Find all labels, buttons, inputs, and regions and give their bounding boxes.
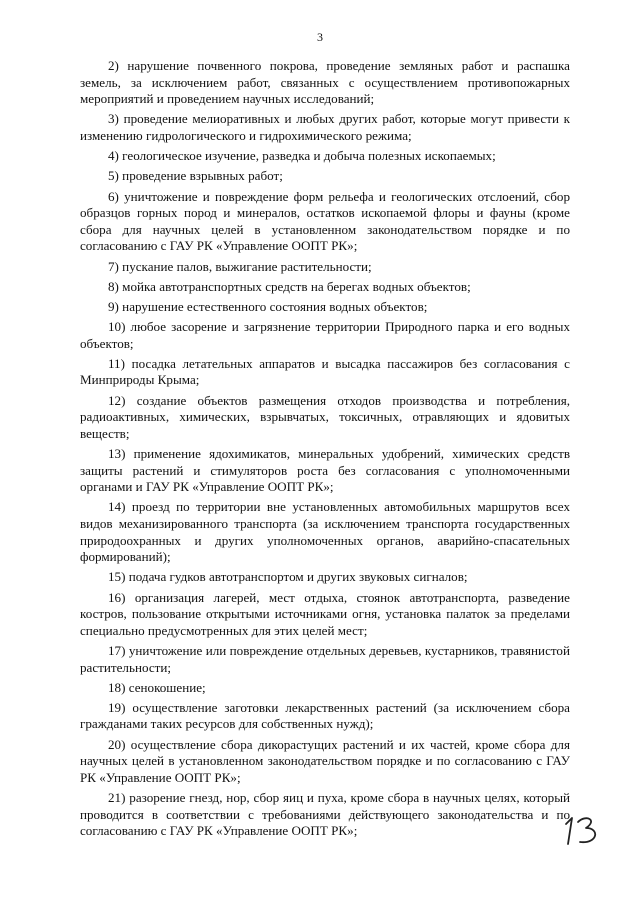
list-item: 3) проведение мелиоративных и любых других работ, которые могут привести к изменению гидрологического и гидрохимического режима;	[80, 111, 570, 143]
list-item: 11) посадка летательных аппаратов и высадка пассажиров без согласования с Минприроды Крыма;	[80, 355, 570, 388]
list-item: 8) мойка автотранспортных средств на берегах водных объектов;	[108, 278, 471, 294]
page-number: 3	[317, 30, 323, 44]
list-item: 20) осуществление сбора дикорастущих растений и их частей, кроме сбора для научных целей в установленном законодательством порядке и по согласованию с ГАУ РК «Управление ООПТ РК»;	[80, 736, 570, 785]
list-item: 19) осуществление заготовки лекарственных растений (за исключением сбора гражданами таких ресурсов для собственных нужд);	[80, 699, 570, 732]
list-item: 16) организация лагерей, мест отдыха, стоянок автотранспорта, разведение костров, пользование открытыми источниками огня, установка палаток за пределами специально предусмотренных для этих целей мест;	[80, 589, 570, 638]
list-item: 6) уничтожение и повреждение форм рельефа и геологических отслоений, сбор образцов горных пород и минералов, остатков ископаемой флоры и фауны (кроме сбора для научных целей в установленном законодательством порядке и по согласованию с ГАУ РК «Управление ООПТ РК»;	[80, 188, 570, 254]
list-item: 2) нарушение почвенного покрова, проведение земляных работ и распашка земель, за исключением работ, связанных с осуществлением противопожарных мероприятий и проведением научных исследований;	[80, 58, 570, 107]
list-item: 21) разорение гнезд, нор, сбор яиц и пуха, кроме сбора в научных целях, который проводится в соответствии с требованиями действующего законодательства и по согласованию с ГАУ РК «Управление ООПТ РК»;	[80, 790, 570, 839]
list-item: 18) сенокошение;	[108, 679, 206, 695]
list-item: 10) любое засорение и загрязнение территории Природного парка и его водных объектов;	[80, 319, 570, 351]
list-item: 7) пускание палов, выжигание растительности;	[108, 258, 372, 274]
list-item: 5) проведение взрывных работ;	[108, 168, 283, 184]
handwritten-mark-drawing	[560, 810, 604, 850]
list-item: 12) создание объектов размещения отходов производства и потребления, радиоактивных, химических, взрывчатых, токсичных, отравляющих и ядовитых веществ;	[80, 392, 570, 441]
list-item: 15) подача гудков автотранспортом и других звуковых сигналов;	[108, 569, 468, 585]
list-item: 17) уничтожение или повреждение отдельных деревьев, кустарников, травянистой растительности;	[80, 642, 570, 675]
list-item: 9) нарушение естественного состояния водных объектов;	[108, 298, 428, 314]
list-item: 14) проезд по территории вне установленных автомобильных маршрутов всех видов механизированного транспорта (за исключением транспорта государственных природоохранных и других уполномоченных органов, аварийно-спасательных формирований);	[80, 499, 570, 565]
handwritten-page-mark	[560, 810, 604, 850]
document-body	[80, 58, 570, 843]
list-item: 13) применение ядохимикатов, минеральных удобрений, химических средств защиты растений и стимуляторов роста без согласования с уполномоченными органами и ГАУ РК «Управление ООПТ РК»;	[80, 446, 570, 495]
list-item: 4) геологическое изучение, разведка и добыча полезных ископаемых;	[108, 148, 496, 164]
